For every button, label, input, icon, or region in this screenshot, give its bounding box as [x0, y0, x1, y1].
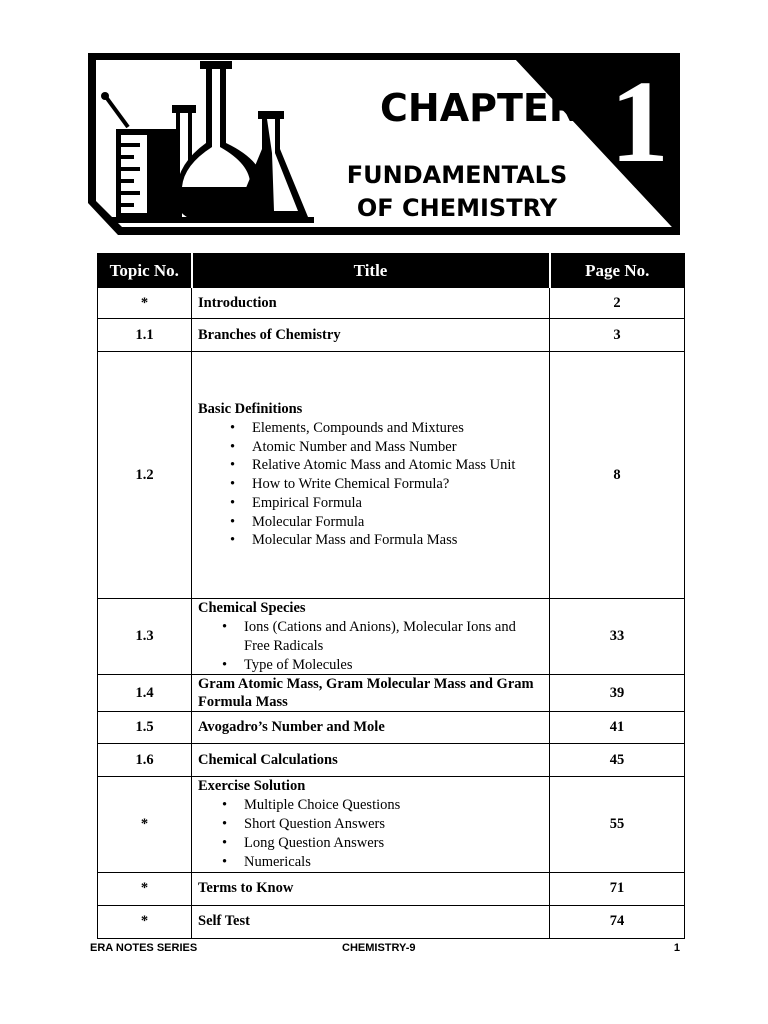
- topic-heading: Exercise Solution: [198, 778, 306, 795]
- subtopic-item: • Empirical Formula: [252, 494, 543, 513]
- table-row: [98, 905, 685, 938]
- topic-heading: Terms to Know: [198, 880, 294, 897]
- topic-heading: Basic Definitions: [198, 400, 303, 417]
- topic-no: *: [98, 777, 192, 872]
- table-header-row: [98, 254, 685, 288]
- page-footer: [90, 942, 680, 956]
- header-topic-no: Topic No.: [98, 254, 192, 288]
- topic-title: [192, 872, 550, 905]
- subtopic-item: • How to Write Chemical Formula?: [252, 475, 543, 494]
- topic-title: [192, 352, 550, 599]
- topic-no: *: [98, 288, 192, 319]
- chapter-number: 1: [610, 56, 669, 187]
- topic-no: 1.6: [98, 744, 192, 777]
- topic-no: 1.3: [98, 599, 192, 675]
- subtopic-item: • Molecular Formula: [252, 513, 543, 532]
- page-no: 2: [550, 288, 685, 319]
- chapter-title-line-1: FUNDAMENTALS: [346, 161, 568, 189]
- subtopic-item: • Elements, Compounds and Mixtures: [252, 419, 543, 438]
- subtopic-list: [198, 796, 543, 871]
- subtopic-list: [198, 419, 543, 551]
- page-no: 39: [550, 675, 685, 712]
- page-no: 55: [550, 777, 685, 872]
- chapter-label: CHAPTER: [380, 86, 579, 130]
- topic-heading: Gram Atomic Mass, Gram Molecular Mass and Gram Formula Mass: [198, 676, 534, 711]
- topic-title: [192, 675, 550, 712]
- topic-title: [192, 744, 550, 777]
- footer-subject: CHEMISTRY-9: [342, 942, 416, 954]
- table-row: [98, 288, 685, 319]
- topic-no: 1.4: [98, 675, 192, 712]
- table-row: [98, 712, 685, 744]
- page-no: 33: [550, 599, 685, 675]
- page-no: 71: [550, 872, 685, 905]
- page-no: 45: [550, 744, 685, 777]
- table-row: [98, 777, 685, 872]
- subtopic-item: • Multiple Choice Questions: [244, 796, 543, 815]
- page-no: 74: [550, 905, 685, 938]
- table-row: [98, 872, 685, 905]
- topic-no: 1.1: [98, 319, 192, 352]
- contents-table: [97, 253, 685, 939]
- topic-title: [192, 777, 550, 872]
- topic-heading: Chemical Species: [198, 600, 306, 616]
- topic-heading: Self Test: [198, 913, 250, 930]
- subtopic-item: • Type of Molecules: [244, 656, 543, 675]
- chapter-title-line-2: OF CHEMISTRY: [356, 194, 558, 222]
- topic-title: [192, 905, 550, 938]
- topic-heading: Branches of Chemistry: [198, 326, 341, 343]
- header-page-no: Page No.: [550, 254, 685, 288]
- topic-heading: Chemical Calculations: [198, 751, 338, 768]
- chapter-title: [332, 159, 582, 225]
- chapter-banner: [88, 53, 680, 235]
- footer-page-number: 1: [673, 942, 680, 954]
- topic-no: *: [98, 905, 192, 938]
- table-row: [98, 744, 685, 777]
- subtopic-item: • Short Question Answers: [244, 815, 543, 834]
- subtopic-item: • Relative Atomic Mass and Atomic Mass Unit: [252, 456, 543, 475]
- topic-no: 1.2: [98, 352, 192, 599]
- page-no: 3: [550, 319, 685, 352]
- topic-no: *: [98, 872, 192, 905]
- page-no: 41: [550, 712, 685, 744]
- topic-heading: Introduction: [198, 294, 277, 311]
- page-no: 8: [550, 352, 685, 599]
- header-title: Title: [192, 254, 550, 288]
- table-row: [98, 675, 685, 712]
- subtopic-item: • Numericals: [244, 853, 543, 872]
- subtopic-list: [198, 618, 543, 674]
- topic-title: [192, 319, 550, 352]
- topic-title: [192, 288, 550, 319]
- topic-title: [192, 712, 550, 744]
- subtopic-item: • Ions (Cations and Anions), Molecular Ions and Free Radicals: [244, 618, 543, 656]
- table-row: [98, 352, 685, 599]
- subtopic-item: • Atomic Number and Mass Number: [252, 438, 543, 457]
- footer-series: ERA NOTES SERIES: [90, 942, 198, 954]
- subtopic-item: • Long Question Answers: [244, 834, 543, 853]
- table-row: [98, 319, 685, 352]
- topic-title: [192, 599, 550, 675]
- subtopic-item: • Molecular Mass and Formula Mass: [252, 531, 543, 550]
- topic-heading: Avogadro’s Number and Mole: [198, 719, 385, 736]
- table-row: [98, 599, 685, 675]
- topic-no: 1.5: [98, 712, 192, 744]
